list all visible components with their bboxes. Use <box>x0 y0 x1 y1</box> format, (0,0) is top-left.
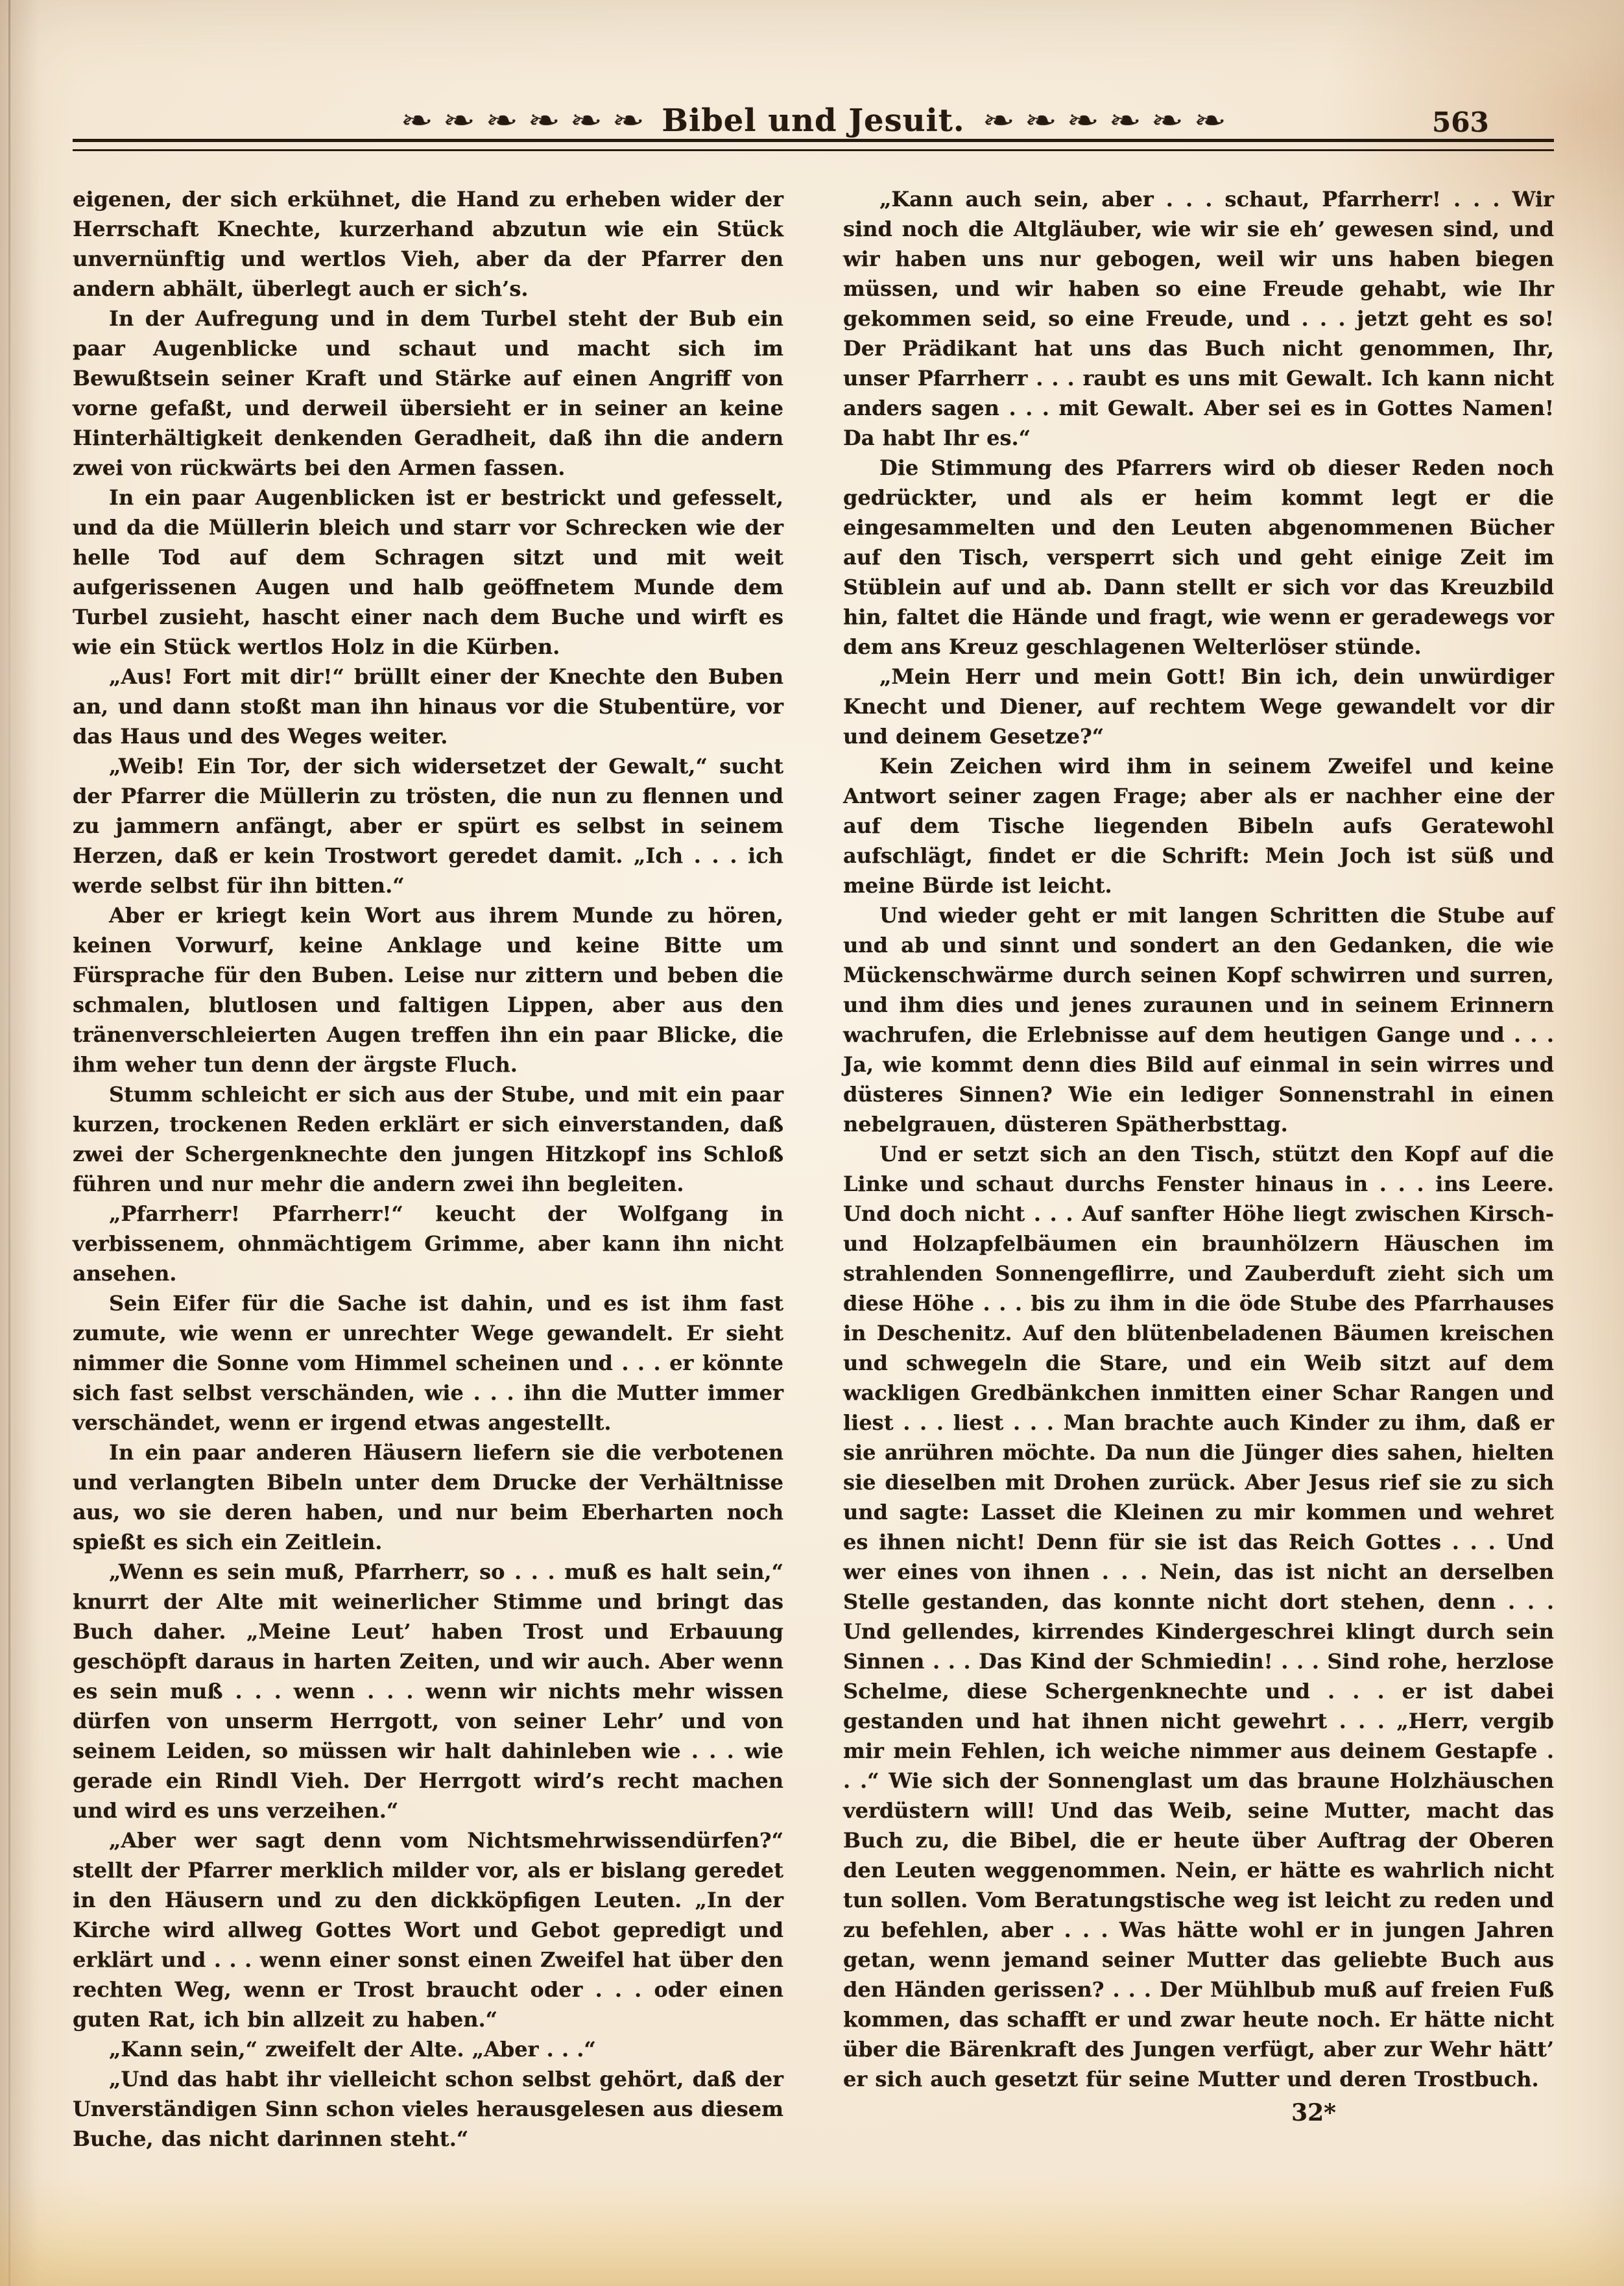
paragraph: „Aber wer sagt denn vom Nichtsmehrwissendürfen?“ stellt der Pfarrer merklich milder vor, als er bislang geredet in den Häusern und zu den dickköpfigen Leuten. „In der Kirche wird allweg Gottes Wort und Gebot gepredigt und erklärt und . . . wenn einer sonst einen Zweifel hat über den rechten Weg, wenn er Trost braucht oder . . . oder einen guten Rat, ich bin allzeit zu haben.“ <box>73 1828 783 2032</box>
paragraph: In der Aufregung und in dem Turbel steht der Bub ein paar Augenblicke und schaut und macht sich im Bewußtsein seiner Kraft und Stärke auf einen Angriff von vorne gefaßt, und derweil übersieht er in seiner an keine Hinterhältigkeit denkenden Geradheit, daß ihn die andern zwei von rückwärts bei den Armen fassen. <box>73 306 783 480</box>
paragraph: In ein paar anderen Häusern liefern sie die verbotenen und verlangten Bibeln unter dem Drucke der Verhältnisse aus, wo sie deren haben, und nur beim Eberharten noch spießt es sich ein Zeitlein. <box>73 1440 783 1554</box>
left-text-column <box>73 184 783 2154</box>
paragraph: „Mein Herr und mein Gott! Bin ich, dein unwürdiger Knecht und Diener, auf rechtem Wege gewandelt vor dir und deinem Gesetze?“ <box>843 664 1554 749</box>
fleuron-ornament-icon: ❧ <box>527 104 560 136</box>
paragraph: „Wenn es sein muß, Pfarrherr, so . . . muß es halt sein,“ knurrt der Alte mit weinerlicher Stimme und bringt das Buch daher. „Meine Leut’ haben Trost und Erbauung geschöpft daraus in harten Zeiten, und wir auch. Aber wenn es sein muß . . . wenn . . . wenn wir nichts mehr wissen dürfen von unserm Herrgott, von seiner Lehr’ und von seinem Leiden, so müssen wir halt dahinleben wie . . . wie gerade ein Rindl Vieh. Der Herrgott wird’s recht machen und wird es uns verzeihen.“ <box>73 1559 783 1823</box>
paragraph: Und wieder geht er mit langen Schritten die Stube auf und ab und sinnt und sondert an den Gedanken, die wie Mückenschwärme durch seinen Kopf schwirren und surren, und ihm dies und jenes zuraunen und in seinem Erinnern wachrufen, die Erlebnisse auf dem heutigen Gange und . . . Ja, wie kommt denn dies Bild auf einmal in sein wirres und düsteres Sinnen? Wie ein lediger Sonnenstrahl in einen nebelgrauen, düsteren Spätherbsttag. <box>843 903 1554 1137</box>
paragraph: In ein paar Augenblicken ist er bestrickt und gefesselt, und da die Müllerin bleich und starr vor Schrecken wie der helle Tod auf dem Schragen sitzt und mit weit aufgerissenen Augen und halb geöffnetem Munde dem Turbel zusieht, hascht einer nach dem Buche und wirft es wie ein Stück wertlos Holz in die Kürben. <box>73 485 783 659</box>
signature-mark: 32* <box>1291 2099 1336 2126</box>
paragraph: eigenen, der sich erkühnet, die Hand zu erheben wider der Herrschaft Knechte, kurzerhand abzutun wie ein Stück unvernünftig und wertlos Vieh, aber da der Pfarrer den andern abhält, überlegt auch er sich’s. <box>73 187 783 301</box>
fleuron-ornament-icon: ❧ <box>569 104 603 136</box>
fleuron-ornament-icon: ❧ <box>981 104 1015 136</box>
fleuron-ornament-icon: ❧ <box>1066 104 1100 136</box>
paragraph: Die Stimmung des Pfarrers wird ob dieser Reden noch gedrückter, und als er heim kommt legt er die eingesammelten und den Leuten abgenommenen Bücher auf den Tisch, versperrt sich und geht einige Zeit im Stüblein auf und ab. Dann stellt er sich vor das Kreuzbild hin, faltet die Hände und fragt, wie wenn er geradewegs vor dem ans Kreuz geschlagenen Welterlöser stünde. <box>843 455 1554 659</box>
fleuron-ornament-icon: ❧ <box>442 104 476 136</box>
paragraph: Aber er kriegt kein Wort aus ihrem Munde zu hören, keinen Vorwurf, keine Anklage und keine Bitte um Fürsprache für den Buben. Leise nur zittern und beben die schmalen, blutlosen und faltigen Lippen, aber aus den tränenverschleierten Augen treffen ihn ein paar Blicke, die ihm weher tun denn der ärgste Fluch. <box>73 903 783 1077</box>
paragraph: Sein Eifer für die Sache ist dahin, und es ist ihm fast zumute, wie wenn er unrechter Wege gewandelt. Er sieht nimmer die Sonne vom Himmel scheinen und . . . er könnte sich fast selbst verschänden, wie . . . ihn die Mutter immer verschändet, wenn er irgend etwas angestellt. <box>73 1291 783 1435</box>
fleuron-ornament-icon: ❧ <box>1193 104 1226 136</box>
paragraph: Stumm schleicht er sich aus der Stube, und mit ein paar kurzen, trockenen Reden erklärt er sich einverstanden, daß zwei der Schergenknechte den jungen Hitzkopf ins Schloß führen und nur mehr die andern zwei ihn begleiten. <box>73 1082 783 1196</box>
paragraph: Und er setzt sich an den Tisch, stützt den Kopf auf die Linke und schaut durchs Fenster hinaus in . . . ins Leere. Und doch nicht . . . Auf sanfter Höhe liegt zwischen Kirsch- und Holzapfelbäumen ein braunhölzern Häuschen im strahlenden Sonnengeflirre, und Zauberduft zieht sich um diese Höhe . . . bis zu ihm in die öde Stube des Pfarrhauses in Deschenitz. Auf den blütenbeladenen Bäumen kreischen und schwegeln die Stare, und ein Weib sitzt auf dem wackligen Gredbänkchen inmitten einer Schar Rangen und liest . . . liest . . . Man brachte auch Kinder zu ihm, daß er sie anrühren möchte. Da nun die Jünger dies sahen, hielten sie dieselben mit Drohen zurück. Aber Jesus rief sie zu sich und sagte: Lasset die Kleinen zu mir kommen und wehret es ihnen nicht! Denn für sie ist das Reich Gottes . . . Und wer eines von ihnen . . . Nein, das ist nicht an derselben Stelle gestanden, das konnte nicht dort stehen, denn . . . Und gellendes, kirrendes Kindergeschrei klingt durch sein Sinnen . . . Das Kind der Schmiedin! . . . Sind rohe, herzlose Schelme, diese Schergenknechte und . . . er ist dabei gestanden und hat ihnen nicht gewehrt . . . „Herr, vergib mir mein Fehlen, ich weiche nimmer aus deinem Gestapfe . . .“ Wie sich der Sonnenglast um das braune Holzhäuschen verdüstern will! Und das Weib, seine Mutter, macht das Buch zu, die Bibel, die er heute über Auftrag der Oberen den Leuten weggenommen. Nein, er hätte es wahrlich nicht tun sollen. Vom Beratungstische weg ist leicht zu reden und zu befehlen, aber . . . Was hätte wohl er in jungen Jahren getan, wenn jemand seiner Mutter das geliebte Buch aus den Händen gerissen? . . . Der Mühlbub muß auf freien Fuß kommen, das schafft er und zwar heute noch. Er hätte nicht über die Bärenkraft des Jungen verfügt, aber zur Wehr hätt’ er sich auch gesetzt für seine Mutter und deren Trostbuch. <box>843 1142 1554 2091</box>
fleuron-ornament-icon: ❧ <box>1023 104 1057 136</box>
ornament-group-left <box>400 104 645 136</box>
fleuron-ornament-icon: ❧ <box>484 104 518 136</box>
ornament-group-right <box>981 104 1226 136</box>
paragraph: „Und das habt ihr vielleicht schon selbst gehört, daß der Unverständigen Sinn schon vieles herausgelesen aus diesem Buche, das nicht darinnen steht.“ <box>73 2067 783 2151</box>
double-rule-divider <box>73 139 1554 151</box>
paragraph: „Kann auch sein, aber . . . schaut, Pfarrherr! . . . Wir sind noch die Altgläuber, wie wir sie eh’ gewesen sind, und wir haben uns nur gebogen, weil wir uns haben biegen müssen, und wir haben so eine Freude gehabt, wie Ihr gekommen seid, so eine Freude, und . . . jetzt geht es so! Der Prädikant hat uns das Buch nicht genommen, Ihr, unser Pfarrherr . . . raubt es uns mit Gewalt. Ich kann nicht anders sagen . . . mit Gewalt. Aber sei es in Gottes Namen! Da habt Ihr es.“ <box>843 187 1554 450</box>
right-text-column <box>843 184 1554 2154</box>
paragraph: Kein Zeichen wird ihm in seinem Zweifel und keine Antwort seiner zagen Frage; aber als er nachher eine der auf dem Tische liegenden Bibeln aufs Geratewohl aufschlägt, findet er die Schrift: Mein Joch ist süß und meine Bürde ist leicht. <box>843 754 1554 898</box>
running-title: Bibel und Jesuit. <box>662 102 965 139</box>
paragraph: „Pfarrherr! Pfarrherr!“ keucht der Wolfgang in verbissenem, ohnmächtigem Grimme, aber kann ihn nicht ansehen. <box>73 1201 783 1286</box>
fleuron-ornament-icon: ❧ <box>1151 104 1184 136</box>
paragraph: „Kann sein,“ zweifelt der Alte. „Aber . . .“ <box>109 2037 596 2062</box>
page-header <box>73 102 1554 139</box>
fleuron-ornament-icon: ❧ <box>1108 104 1142 136</box>
fleuron-ornament-icon: ❧ <box>400 104 434 136</box>
page-number: 563 <box>1432 106 1489 138</box>
text-columns <box>73 184 1554 2154</box>
paragraph: „Weib! Ein Tor, der sich widersetzet der Gewalt,“ sucht der Pfarrer die Müllerin zu trösten, die nun zu flennen und zu jammern anfängt, aber er spürt es selbst in seinem Herzen, daß er kein Trostwort geredet damit. „Ich . . . ich werde selbst für ihn bitten.“ <box>73 754 783 898</box>
paragraph: „Aus! Fort mit dir!“ brüllt einer der Knechte den Buben an, und dann stoßt man ihn hinaus vor die Stubentüre, vor das Haus und des Weges weiter. <box>73 664 783 749</box>
fleuron-ornament-icon: ❧ <box>612 104 645 136</box>
